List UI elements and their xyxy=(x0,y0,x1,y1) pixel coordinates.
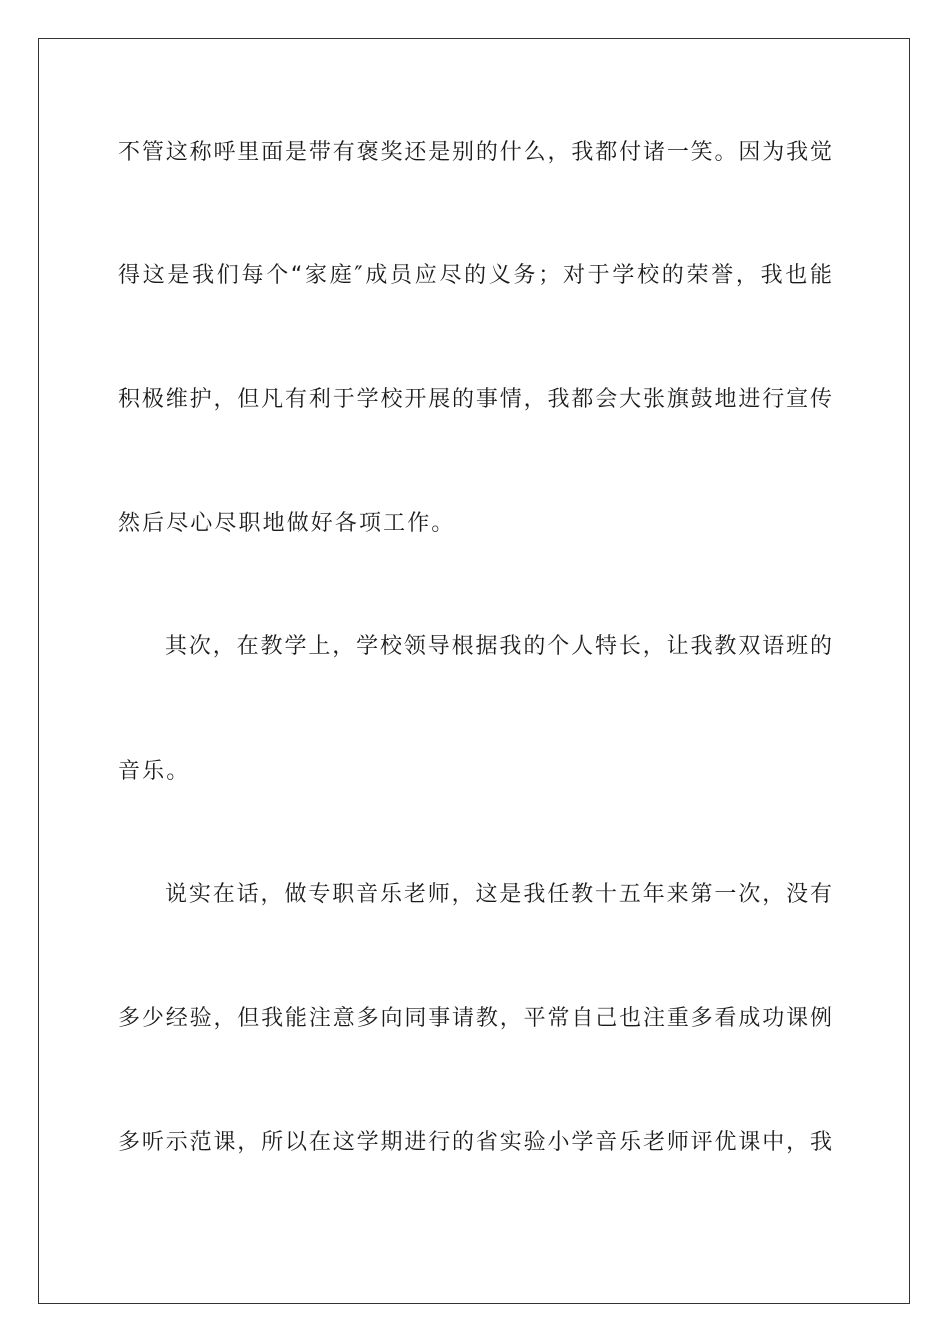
paragraph-line: 多少经验，但我能注意多向同事请教，平常自己也注重多看成功课例 xyxy=(118,1006,832,1031)
paragraph-line-indented: 说实在话，做专职音乐老师，这是我任教十五年来第一次，没有 xyxy=(165,882,832,907)
page-frame xyxy=(38,38,910,1304)
paragraph-line-indented: 其次，在教学上，学校领导根据我的个人特长，让我教双语班的 xyxy=(165,634,832,659)
paragraph-line: 音乐。 xyxy=(118,759,191,784)
paragraph-line: 多听示范课，所以在这学期进行的省实验小学音乐老师评优课中，我 xyxy=(118,1130,832,1155)
paragraph-line: 不管这称呼里面是带有褒奖还是别的什么，我都付诸一笑。因为我觉 xyxy=(118,140,832,165)
paragraph-line: 得这是我们每个“家庭″成员应尽的义务；对于学校的荣誉，我也能 xyxy=(118,263,832,288)
paragraph-line: 然后尽心尽职地做好各项工作。 xyxy=(118,511,456,536)
paragraph-line: 积极维护，但凡有利于学校开展的事情，我都会大张旗鼓地进行宣传 xyxy=(118,387,832,412)
